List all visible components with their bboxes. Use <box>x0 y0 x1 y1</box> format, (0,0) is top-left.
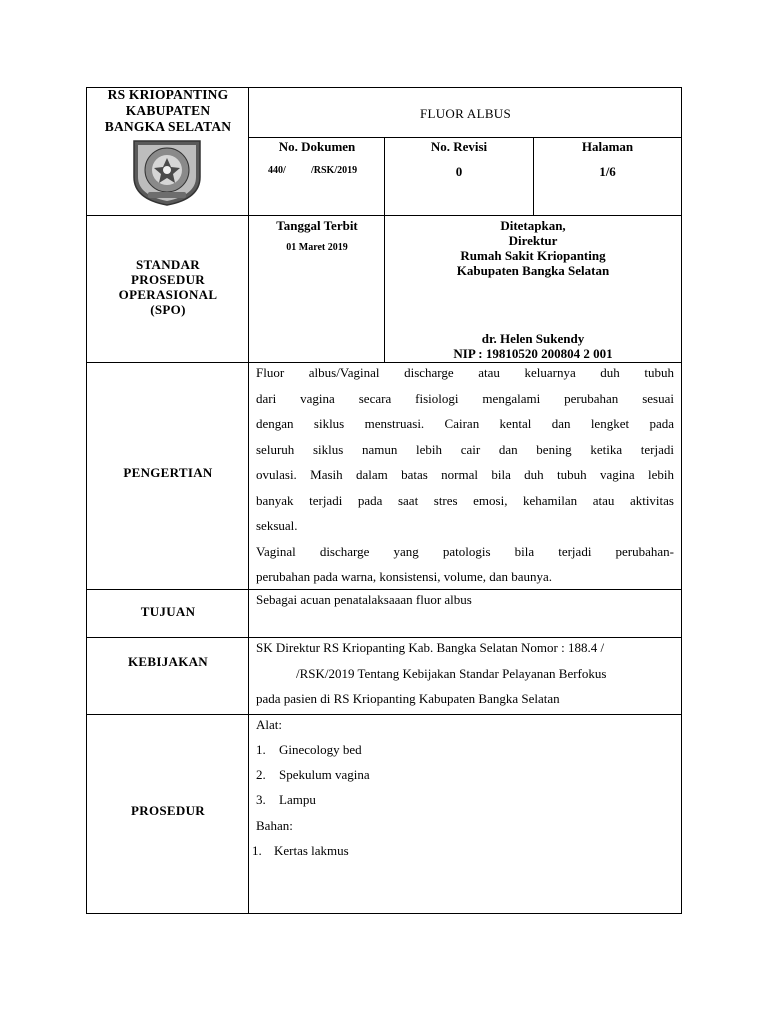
signer-name: dr. Helen Sukendy <box>481 331 585 346</box>
pengertian-line: ovulasi. Masih dalam batas normal bila duh tubuh vagina lebih <box>256 467 674 482</box>
pengertian-text <box>256 360 674 590</box>
bahan-item-number: 1. <box>252 843 262 858</box>
kebijakan-line: SK Direktur RS Kriopanting Kab. Bangka Selatan Nomor : 188.4 / <box>256 640 605 655</box>
issue-date-value: 01 Maret 2019 <box>286 242 348 253</box>
alat-item: Ginecology bed <box>279 742 362 757</box>
spo-label <box>88 257 248 317</box>
doc-number-value-b: /RSK/2019 <box>311 165 358 176</box>
kebijakan-text <box>256 635 674 712</box>
prosedur-label: PROSEDUR <box>131 803 205 818</box>
row-divider-kebijakan <box>86 714 682 715</box>
pengertian-line: perubahan pada warna, konsistensi, volume, dan baunya. <box>256 569 553 584</box>
doc-number-label: No. Dokumen <box>278 139 356 154</box>
signer-nip: NIP : 19810520 200804 2 001 <box>453 346 613 361</box>
revision-value: 0 <box>455 164 463 179</box>
kebijakan-line: /RSK/2019 Tentang Kebijakan Standar Pelayanan Berfokus <box>296 665 607 681</box>
alat-item: Spekulum vagina <box>279 767 370 782</box>
alat-item-number: 3. <box>256 792 266 807</box>
page-label: Halaman <box>581 139 634 154</box>
regency-crest-logo <box>130 137 204 207</box>
spo-label-line-4: (SPO) <box>150 302 186 317</box>
pengertian-line: dari vagina secara fisiologi mengalami perubahan sesuai <box>256 390 674 406</box>
kebijakan-line: pada pasien di RS Kriopanting Kabupaten Bangka Selatan <box>256 691 560 706</box>
tujuan-label: TUJUAN <box>140 604 196 619</box>
hospital-name-line-3: BANGKA SELATAN <box>104 119 232 134</box>
spo-label-line-2: PROSEDUR <box>131 272 205 287</box>
alat-label: Alat: <box>256 717 282 732</box>
column-divider <box>248 87 249 914</box>
pengertian-line: seksual. <box>256 518 298 533</box>
hospital-name-line-1: RS KRIOPANTING <box>107 87 229 102</box>
approval-line-2: Direktur <box>508 233 558 248</box>
alat-item: Lampu <box>279 792 316 807</box>
hospital-name-line-2: KABUPATEN <box>125 103 211 118</box>
spo-label-line-3: OPERASIONAL <box>118 287 218 302</box>
bahan-label: Bahan: <box>256 818 293 833</box>
issue-date-label: Tanggal Terbit <box>276 218 358 233</box>
document-title: FLUOR ALBUS <box>419 106 512 121</box>
revision-label: No. Revisi <box>430 139 488 154</box>
pengertian-label: PENGERTIAN <box>123 465 213 480</box>
alat-item-number: 1. <box>256 742 266 757</box>
hospital-name <box>88 87 248 135</box>
pengertian-line: seluruh siklus namun lebih cair dan bening ketika terjadi <box>256 441 674 457</box>
approval-line-3: Rumah Sakit Kriopanting <box>460 248 606 263</box>
spo-label-line-1: STANDAR <box>136 257 200 272</box>
approval-block <box>385 218 681 278</box>
pengertian-line: Fluor albus/Vaginal discharge atau keluarnya duh tubuh <box>256 365 674 380</box>
crest-icon <box>130 137 204 207</box>
tujuan-text: Sebagai acuan penatalaksaaan fluor albus <box>256 592 472 607</box>
approval-line-4: Kabupaten Bangka Selatan <box>456 263 610 278</box>
alat-item-number: 2. <box>256 767 266 782</box>
pengertian-line: banyak terjadi pada saat stres emosi, kehamilan atau aktivitas <box>256 492 674 508</box>
page-value: 1/6 <box>599 164 616 179</box>
doc-number-value-a: 440/ <box>268 165 286 176</box>
pengertian-line: Vaginal discharge yang patologis bila terjadi perubahan- <box>256 543 674 559</box>
pengertian-line: dengan siklus menstruasi. Cairan kental dan lengket pada <box>256 416 674 431</box>
kebijakan-label: KEBIJAKAN <box>128 654 208 669</box>
approval-line-1: Ditetapkan, <box>500 218 566 233</box>
row-divider-title <box>249 137 681 138</box>
bahan-item: Kertas lakmus <box>274 843 349 858</box>
